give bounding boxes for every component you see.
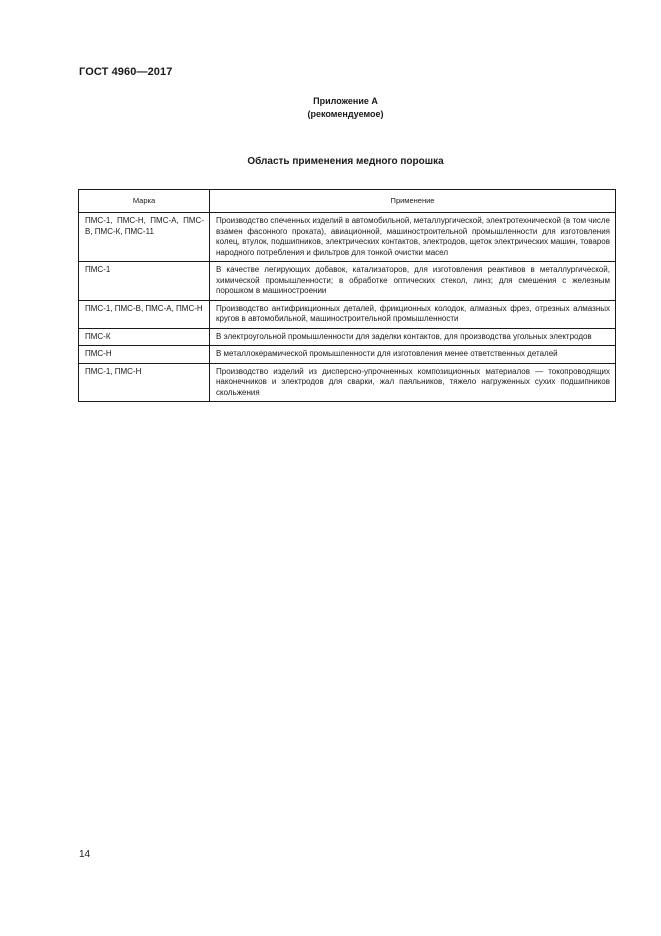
grade-cell: ПМС-К xyxy=(79,328,210,346)
grade-cell: ПМС-Н xyxy=(79,346,210,364)
grade-cell: ПМС-1, ПМС-В, ПМС-А, ПМС-Н xyxy=(79,300,210,328)
application-cell: В качестве легирующих добавок, катализаторов, для изготовления реактивов в металлургической, химической промышленности; в обработке оптических стекол, линз; для смешения с железным порошком в машиностроении xyxy=(210,262,616,301)
standard-code: ГОСТ 4960—2017 xyxy=(79,66,173,78)
annex-heading xyxy=(0,95,661,121)
application-cell: Производство изделий из дисперсно-упрочненных композиционных материалов — токопроводящих наконечников и электродов для сварки, жал паяльников, тяжело нагруженных сухих подшипников скольжения xyxy=(210,363,616,402)
annex-title: Приложение А xyxy=(313,96,378,106)
application-cell: В электроугольной промышленности для заделки контактов, для производства угольных электродов xyxy=(210,328,616,346)
table-row xyxy=(79,213,616,262)
column-header-grade: Марка xyxy=(79,190,210,213)
table-row xyxy=(79,262,616,301)
table-row xyxy=(79,300,616,328)
application-cell: Производство антифрикционных деталей, фрикционных колодок, алмазных фрез, отрезных алмазных кругов в автомобильной, машиностроительной промышленности xyxy=(210,300,616,328)
application-table xyxy=(78,189,616,402)
annex-status: (рекомендуемое) xyxy=(307,109,384,119)
table-header-row xyxy=(79,190,616,213)
table-row xyxy=(79,328,616,346)
column-header-application: Применение xyxy=(210,190,616,213)
grade-cell: ПМС-1 xyxy=(79,262,210,301)
page-number: 14 xyxy=(79,849,91,860)
table-row xyxy=(79,346,616,364)
grade-cell: ПМС-1, ПМС-Н xyxy=(79,363,210,402)
section-title: Область применения медного порошка xyxy=(247,156,444,167)
application-cell: Производство спеченных изделий в автомобильной, металлургической, электротехнической (в том числе взамен фасонного проката), авиационной, машиностроительной промышленности для изготовления колец, втулок, подшипников, электрических контактов, электродов, щеток электрических машин, товаров народного потребления и фильтров для тонкой очистки масел xyxy=(210,213,616,262)
table-row xyxy=(79,363,616,402)
application-cell: В металлокерамической промышленности для изготовления менее ответственных деталей xyxy=(210,346,616,364)
grade-cell: ПМС-1, ПМС-Н, ПМС-А, ПМС-В, ПМС-К, ПМС-11 xyxy=(79,213,210,262)
